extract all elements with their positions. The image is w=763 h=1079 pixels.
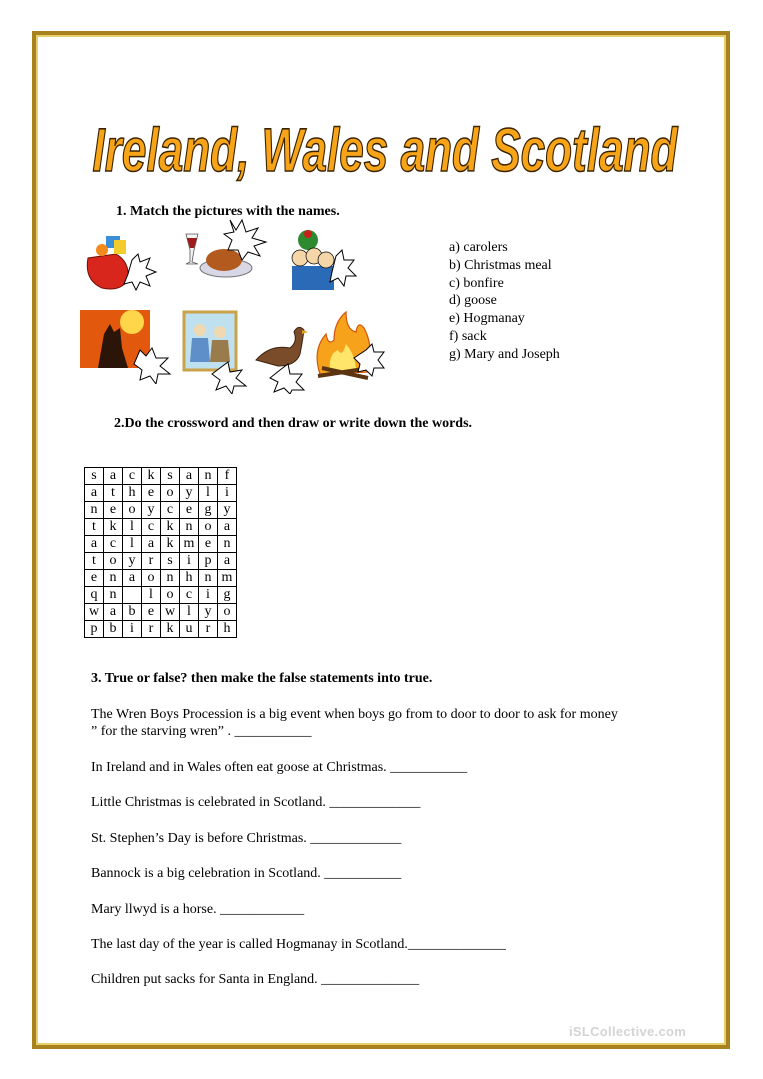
grid-cell[interactable]: k [161,519,180,536]
grid-cell[interactable]: e [180,502,199,519]
grid-cell[interactable]: r [142,621,161,638]
grid-cell[interactable]: o [142,570,161,587]
grid-cell[interactable]: w [85,604,104,621]
grid-cell[interactable]: e [199,536,218,553]
statement-8[interactable]: Children put sacks for Santa in England. ______________ [91,972,420,987]
grid-cell[interactable]: b [104,621,123,638]
grid-row [85,553,237,570]
option-f: f) sack [449,328,487,344]
grid-cell[interactable]: n [104,587,123,604]
option-a: a) carolers [449,240,508,255]
grid-cell[interactable]: l [142,587,161,604]
grid-row [85,468,237,485]
grid-cell[interactable] [123,587,142,604]
option-c: c) bonfire [449,275,504,291]
grid-cell[interactable]: n [199,468,218,485]
grid-cell[interactable]: o [161,587,180,604]
grid-cell[interactable]: t [85,519,104,536]
grid-row [85,485,237,502]
grid-cell[interactable]: y [142,502,161,519]
grid-cell[interactable]: l [199,485,218,502]
grid-cell[interactable]: k [104,519,123,536]
grid-cell[interactable]: a [104,604,123,621]
grid-cell[interactable]: e [142,604,161,621]
grid-row [85,587,237,604]
grid-cell[interactable]: s [161,553,180,570]
statement-6[interactable]: Mary llwyd is a horse. ____________ [91,902,305,917]
grid-cell[interactable]: y [199,604,218,621]
grid-cell[interactable]: b [123,604,142,621]
grid-cell[interactable]: r [142,553,161,570]
grid-cell[interactable]: n [85,502,104,519]
grid-cell[interactable]: e [85,570,104,587]
bonfire-picture[interactable] [312,310,386,386]
grid-cell[interactable]: h [123,485,142,502]
grid-cell[interactable]: n [180,519,199,536]
grid-cell[interactable]: a [104,468,123,485]
hogmanay-picture[interactable] [80,308,176,384]
grid-cell[interactable]: a [180,468,199,485]
title-text: Ireland, Wales and Scotland [92,116,679,185]
title-graphic [80,78,690,188]
grid-cell[interactable]: u [180,621,199,638]
grid-cell[interactable]: s [161,468,180,485]
grid-cell[interactable]: p [199,553,218,570]
grid-cell[interactable]: c [104,536,123,553]
grid-cell[interactable]: n [199,570,218,587]
grid-cell[interactable]: i [180,553,199,570]
grid-cell[interactable]: g [218,587,237,604]
section2-heading: 2.Do the crossword and then draw or write down the words. [114,416,473,431]
grid-cell[interactable]: i [123,621,142,638]
statement-2[interactable]: In Ireland and in Wales often eat goose at Christmas. ___________ [91,760,468,775]
grid-cell[interactable]: a [123,570,142,587]
statement-3[interactable]: Little Christmas is celebrated in Scotland. _____________ [91,795,421,810]
option-d: d) goose [449,293,497,309]
grid-cell[interactable]: p [85,621,104,638]
grid-cell[interactable]: f [218,468,237,485]
statement-5[interactable]: Bannock is a big celebration in Scotland. ___________ [91,866,402,881]
options-list [449,239,560,364]
grid-cell[interactable]: s [85,468,104,485]
grid-row [85,536,237,553]
grid-cell[interactable]: o [161,485,180,502]
grid-cell[interactable]: n [161,570,180,587]
grid-cell[interactable]: l [123,519,142,536]
section3-heading: 3. True or false? then make the false statements into true. [91,671,433,686]
grid-cell[interactable]: m [218,570,237,587]
page-title [80,78,690,188]
grid-cell[interactable]: k [161,536,180,553]
grid-cell[interactable]: l [180,604,199,621]
grid-cell[interactable]: w [161,604,180,621]
sack-picture[interactable] [80,230,162,292]
grid-cell[interactable]: o [104,553,123,570]
option-b: b) Christmas meal [449,257,552,273]
grid-cell[interactable]: h [218,621,237,638]
grid-cell[interactable]: i [218,485,237,502]
grid-cell[interactable]: l [123,536,142,553]
grid-cell[interactable]: g [199,502,218,519]
grid-cell[interactable]: a [142,536,161,553]
grid-row [85,604,237,621]
grid-cell[interactable]: y [180,485,199,502]
grid-cell[interactable]: h [180,570,199,587]
grid-cell[interactable]: n [218,536,237,553]
grid-cell[interactable]: o [123,502,142,519]
grid-cell[interactable]: k [142,468,161,485]
section1-heading: 1. Match the pictures with the names. [116,204,340,219]
grid-cell[interactable]: c [142,519,161,536]
option-g: g) Mary and Joseph [449,346,560,362]
grid-cell[interactable]: t [104,485,123,502]
watermark: iSLCollective.com [569,1024,687,1039]
grid-cell[interactable]: a [218,553,237,570]
grid-cell[interactable]: o [218,604,237,621]
christmas-meal-picture[interactable] [180,216,272,280]
grid-cell[interactable]: i [199,587,218,604]
grid-cell[interactable]: r [199,621,218,638]
grid-cell[interactable]: a [218,519,237,536]
grid-cell[interactable]: q [85,587,104,604]
statement-7[interactable]: The last day of the year is called Hogmanay in Scotland.______________ [91,937,506,952]
grid-cell[interactable]: o [199,519,218,536]
option-e: e) Hogmanay [449,311,525,327]
carolers-picture[interactable] [288,226,360,292]
grid-cell[interactable]: y [218,502,237,519]
statement-1: The Wren Boys Procession is a big event when boys go from to door to door to ask for money [91,707,618,722]
grid-cell[interactable]: c [161,502,180,519]
grid-cell[interactable]: e [104,502,123,519]
grid-cell[interactable]: k [161,621,180,638]
grid-cell[interactable]: a [85,485,104,502]
statement-4[interactable]: St. Stephen’s Day is before Christmas. _____________ [91,831,402,846]
grid-cell[interactable]: a [85,536,104,553]
grid-row [85,519,237,536]
grid-cell[interactable]: m [180,536,199,553]
mary-joseph-picture[interactable] [180,308,260,394]
grid-row [85,621,237,638]
grid-cell[interactable]: c [123,468,142,485]
goose-picture[interactable] [250,318,320,394]
grid-row [85,570,237,587]
grid-cell[interactable]: y [123,553,142,570]
statement-1-cont[interactable]: ” for the starving wren” . ___________ [91,724,312,739]
grid-cell[interactable]: e [142,485,161,502]
grid-cell[interactable]: t [85,553,104,570]
grid-cell[interactable]: c [180,587,199,604]
word-search-grid [84,467,237,638]
grid-row [85,502,237,519]
grid-cell[interactable]: n [104,570,123,587]
